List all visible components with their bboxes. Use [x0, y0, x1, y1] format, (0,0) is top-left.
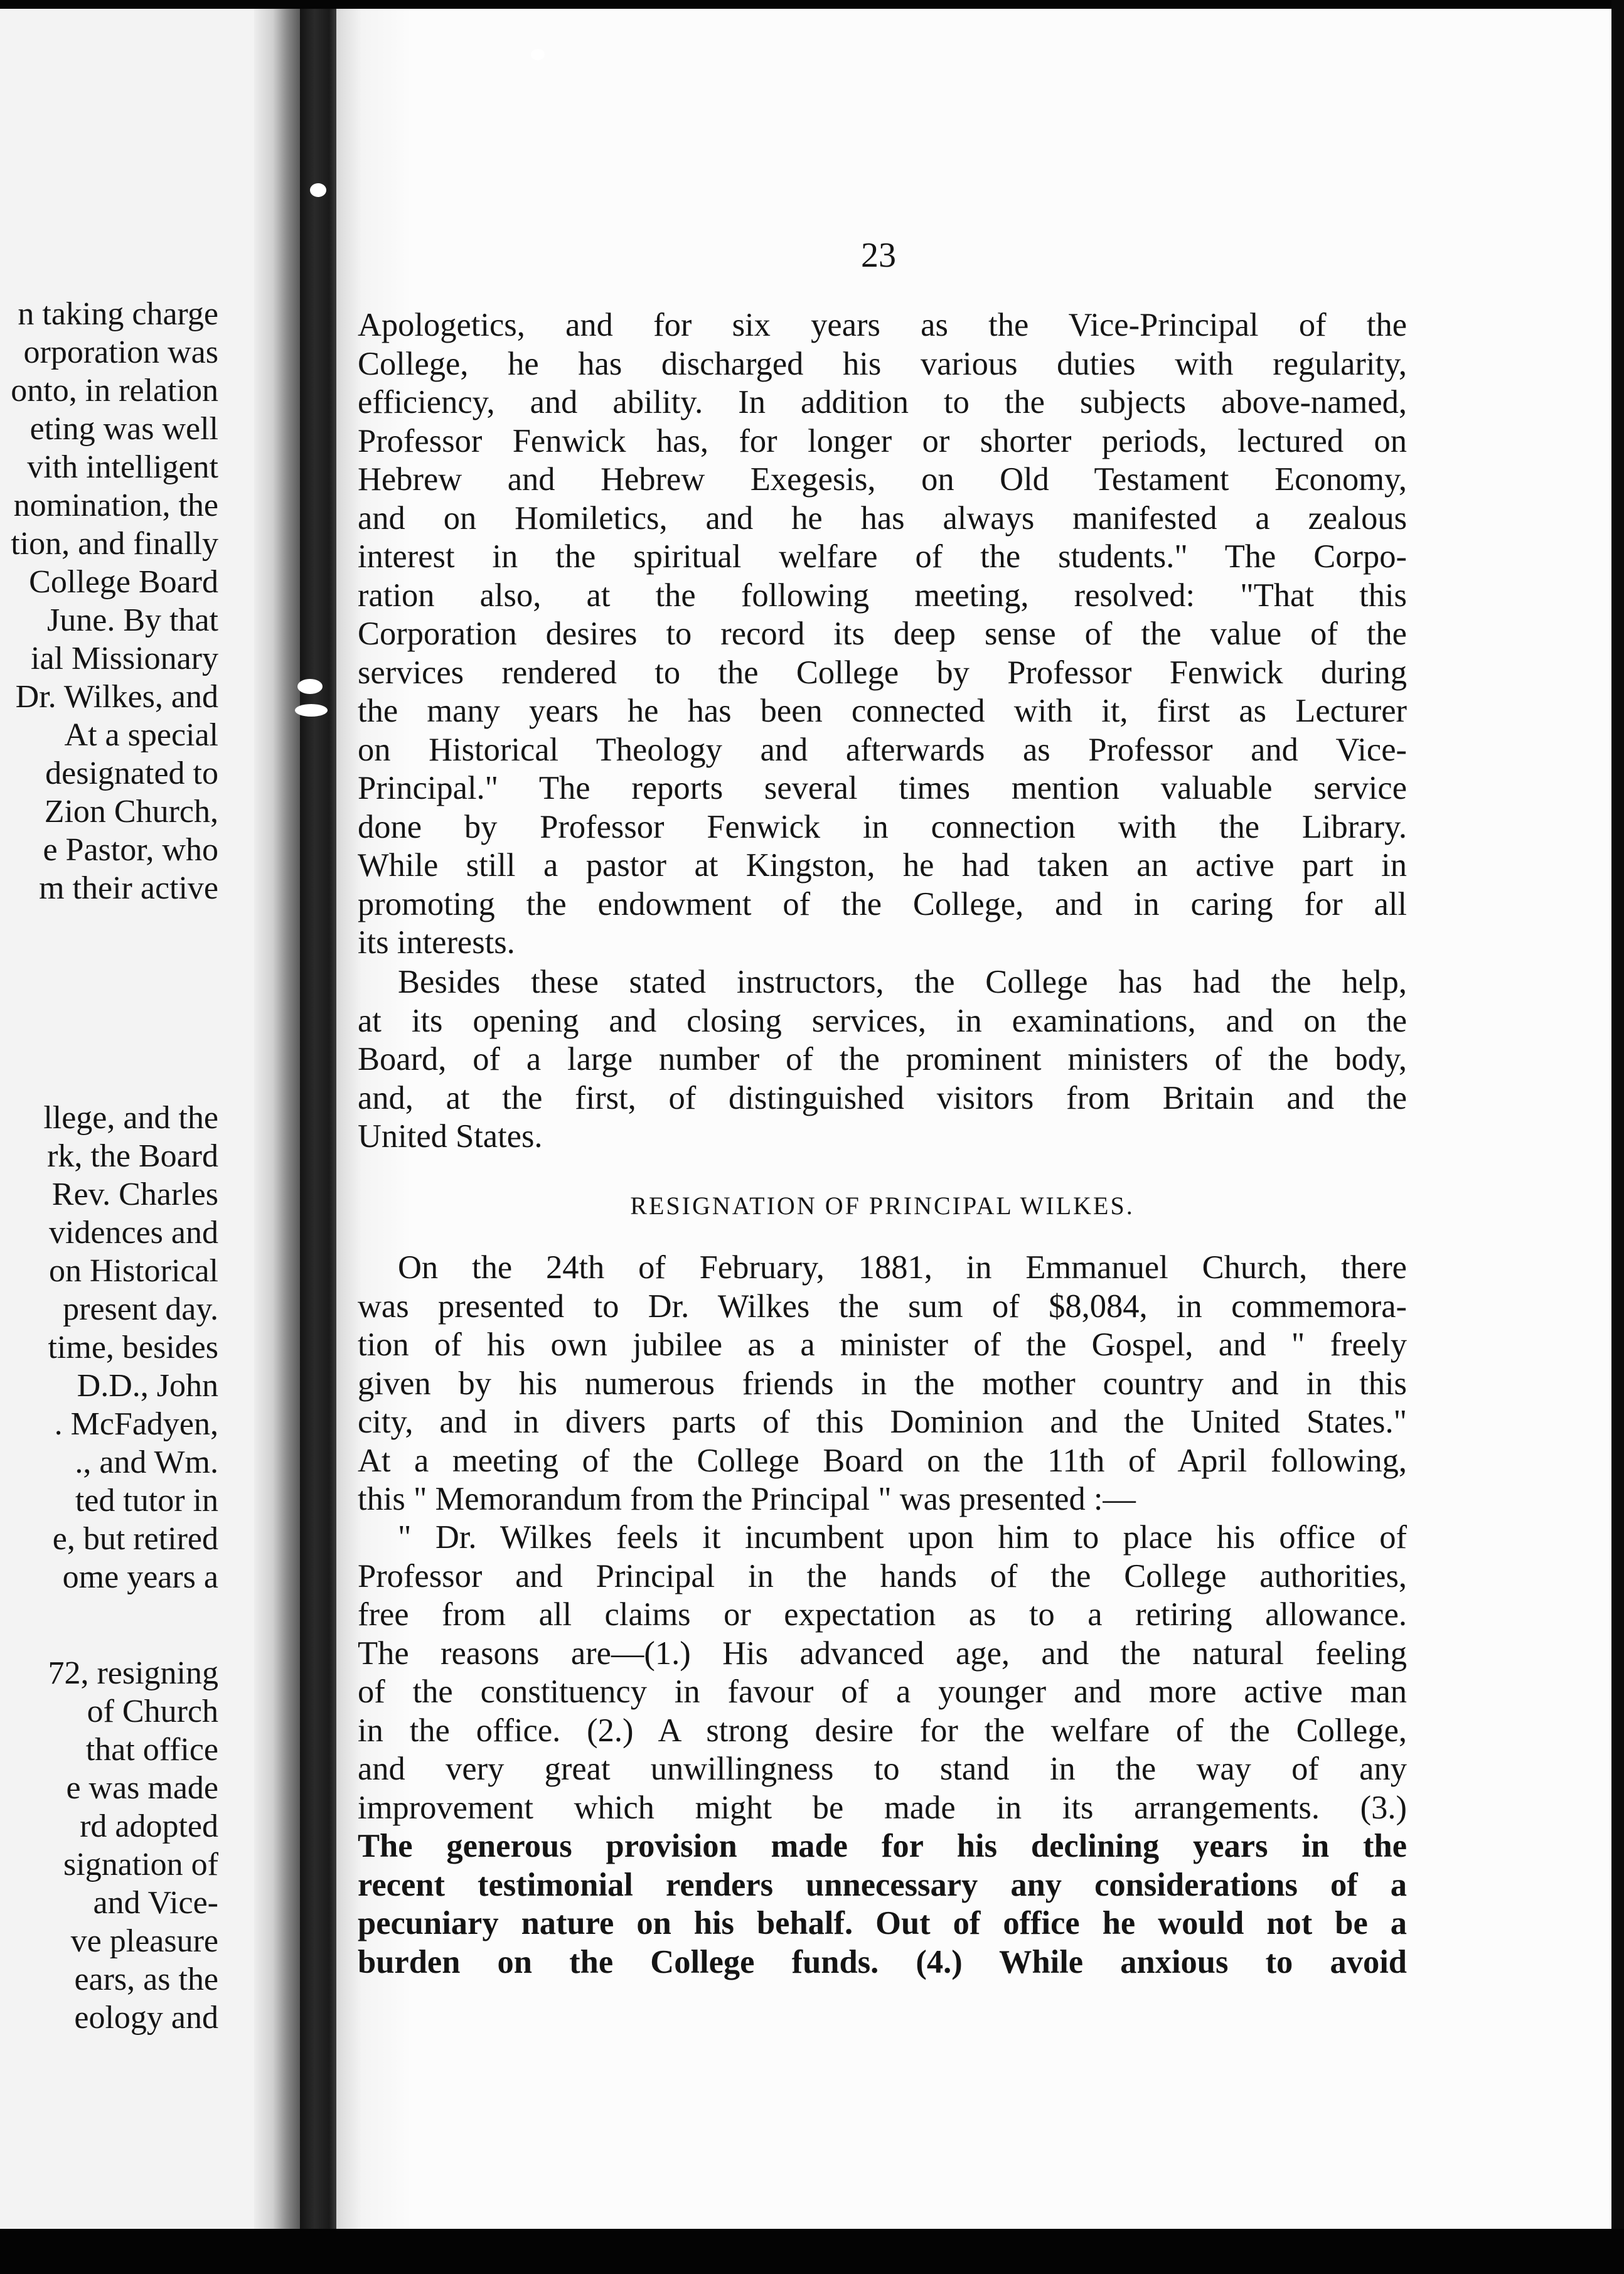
left-line: orporation was [23, 334, 218, 370]
paragraph-memorandum [358, 1519, 1407, 1982]
left-line: ted tutor in [75, 1483, 218, 1519]
book-spine [300, 9, 336, 2229]
left-line: llege, and the [43, 1100, 218, 1136]
text-line: done by Professor Fenwick in connection with the Library. [358, 808, 1407, 845]
text-line: On the 24th of February, 1881, in Emmanuel Church, there [398, 1249, 1407, 1286]
text-line: tion of his own jubilee as a minister of the Gospel, and " freely [358, 1326, 1407, 1363]
left-line: eting was well [29, 411, 218, 447]
text-line: interest in the spiritual welfare of the students." The Corpo- [358, 538, 1407, 575]
text-line: services rendered to the College by Professor Fenwick during [358, 654, 1407, 691]
section-heading: RESIGNATION OF PRINCIPAL WILKES. [630, 1192, 1135, 1220]
text-line: " Dr. Wilkes feels it incumbent upon him to place his office of [398, 1519, 1407, 1556]
left-line: that office [85, 1732, 218, 1768]
paragraph-fenwick [358, 306, 1407, 963]
page-number: 23 [861, 236, 896, 275]
text-line: at its opening and closing services, in examinations, and on the [358, 1002, 1407, 1039]
paragraph-instructors [358, 963, 1407, 1156]
text-line: was presented to Dr. Wilkes the sum of $8,084, in commemora- [358, 1288, 1407, 1325]
left-line: Rev. Charles [51, 1177, 218, 1212]
text-line: and, at the first, of distinguished visitors from Britain and the [358, 1079, 1407, 1116]
text-line: Apologetics, and for six years as the Vice-Principal of the [358, 307, 1407, 343]
left-line: on Historical [48, 1253, 218, 1289]
text-line: its interests. [358, 924, 515, 961]
text-line: Professor and Principal in the hands of the College authorities, [358, 1557, 1407, 1594]
text-line: in the office. (2.) A strong desire for the welfare of the College, [358, 1712, 1407, 1749]
text-line: At a meeting of the College Board on the 11th of April following, [358, 1442, 1407, 1479]
left-line: signation of [63, 1847, 218, 1882]
left-line: June. By that [47, 602, 218, 638]
text-line: While still a pastor at Kingston, he had taken an active part in [358, 847, 1407, 883]
text-line: Principal." The reports several times mention valuable service [358, 770, 1407, 806]
text-line: Corporation desires to record its deep sense of the value of the [358, 616, 1407, 652]
left-line: ome years a [62, 1559, 218, 1595]
left-line: ears, as the [74, 1962, 218, 1997]
paper-speck [310, 183, 326, 197]
left-line: Zion Church, [44, 794, 218, 830]
left-line: e Pastor, who [43, 832, 218, 868]
paragraph-testimonial [358, 1249, 1407, 1519]
text-line: burden on the College funds. (4.) While anxious to avoid [358, 1943, 1407, 1980]
text-line: Professor Fenwick has, for longer or shorter periods, lectured on [358, 422, 1407, 459]
text-line: The reasons are—(1.) His advanced age, and the natural feeling [358, 1635, 1407, 1672]
text-line: the many years he has been connected with it, first as Lecturer [358, 693, 1407, 729]
left-line: ., and Wm. [75, 1444, 218, 1480]
scan-border-bottom [0, 2229, 1624, 2274]
text-line: free from all claims or expectation as to a retiring allowance. [358, 1596, 1407, 1633]
scan-border-top [0, 0, 1624, 9]
text-line: United States. [358, 1118, 543, 1155]
text-line: The generous provision made for his declining years in the [358, 1828, 1407, 1864]
left-line: College Board [29, 564, 218, 600]
left-blank-space [0, 907, 218, 1099]
text-line: improvement which might be made in its arrangements. (3.) [358, 1789, 1407, 1826]
left-line: designated to [45, 755, 218, 791]
left-line: At a special [64, 717, 218, 753]
left-line: time, besides [48, 1330, 218, 1365]
left-line: vith intelligent [27, 449, 218, 485]
left-line: and Vice- [93, 1885, 218, 1921]
paper-speck [531, 49, 545, 60]
paper-speck [295, 704, 328, 717]
text-line: promoting the endowment of the College, and in caring for all [358, 885, 1407, 922]
left-line: rk, the Board [47, 1138, 218, 1174]
left-page-text [0, 295, 218, 2037]
text-line: Hebrew and Hebrew Exegesis, on Old Testament Economy, [358, 461, 1407, 498]
left-line: ial Missionary [31, 641, 218, 676]
scan-border-right [1611, 0, 1624, 2274]
left-line: n taking charge [18, 296, 218, 332]
text-line: Board, of a large number of the prominent ministers of the body, [358, 1041, 1407, 1077]
text-line: and very great unwillingness to stand in the way of any [358, 1751, 1407, 1787]
left-line: . McFadyen, [54, 1406, 218, 1442]
left-line: 72, resigning [48, 1655, 218, 1691]
text-line: Besides these stated instructors, the College has had the help, [398, 964, 1407, 1000]
left-blank-space [0, 1596, 218, 1654]
left-line: e, but retired [52, 1521, 218, 1557]
book-gutter [254, 9, 301, 2229]
left-line: vidences and [48, 1215, 218, 1251]
left-line: present day. [63, 1291, 218, 1327]
text-line: on Historical Theology and afterwards as Professor and Vice- [358, 731, 1407, 768]
text-line: of the constituency in favour of a younger and more active man [358, 1673, 1407, 1710]
left-line: e was made [66, 1770, 218, 1806]
text-line: efficiency, and ability. In addition to the subjects above-named, [358, 384, 1407, 420]
left-line: onto, in relation [11, 373, 218, 408]
paper-speck [297, 679, 323, 694]
left-line: D.D., John [77, 1368, 218, 1404]
text-line: given by his numerous friends in the mother country and in this [358, 1365, 1407, 1402]
text-line: pecuniary nature on his behalf. Out of office he would not be a [358, 1905, 1407, 1941]
left-line: rd adopted [80, 1808, 218, 1844]
left-line: eology and [74, 2000, 218, 2036]
text-line: ration also, at the following meeting, resolved: "That this [358, 577, 1407, 614]
left-line: Dr. Wilkes, and [15, 679, 218, 715]
left-line: tion, and finally [11, 526, 218, 562]
left-line: nomination, the [13, 488, 218, 523]
left-line: m their active [39, 870, 218, 906]
text-line: recent testimonial renders unnecessary any considerations of a [358, 1866, 1407, 1903]
left-line: ve pleasure [70, 1923, 218, 1959]
text-line: College, he has discharged his various duties with regularity, [358, 345, 1407, 382]
text-line: this " Memorandum from the Principal " was presented :— [358, 1481, 1136, 1517]
left-line: of Church [87, 1694, 218, 1729]
text-line: city, and in divers parts of this Dominion and the United States." [358, 1404, 1407, 1440]
text-line: and on Homiletics, and he has always manifested a zealous [358, 499, 1407, 536]
